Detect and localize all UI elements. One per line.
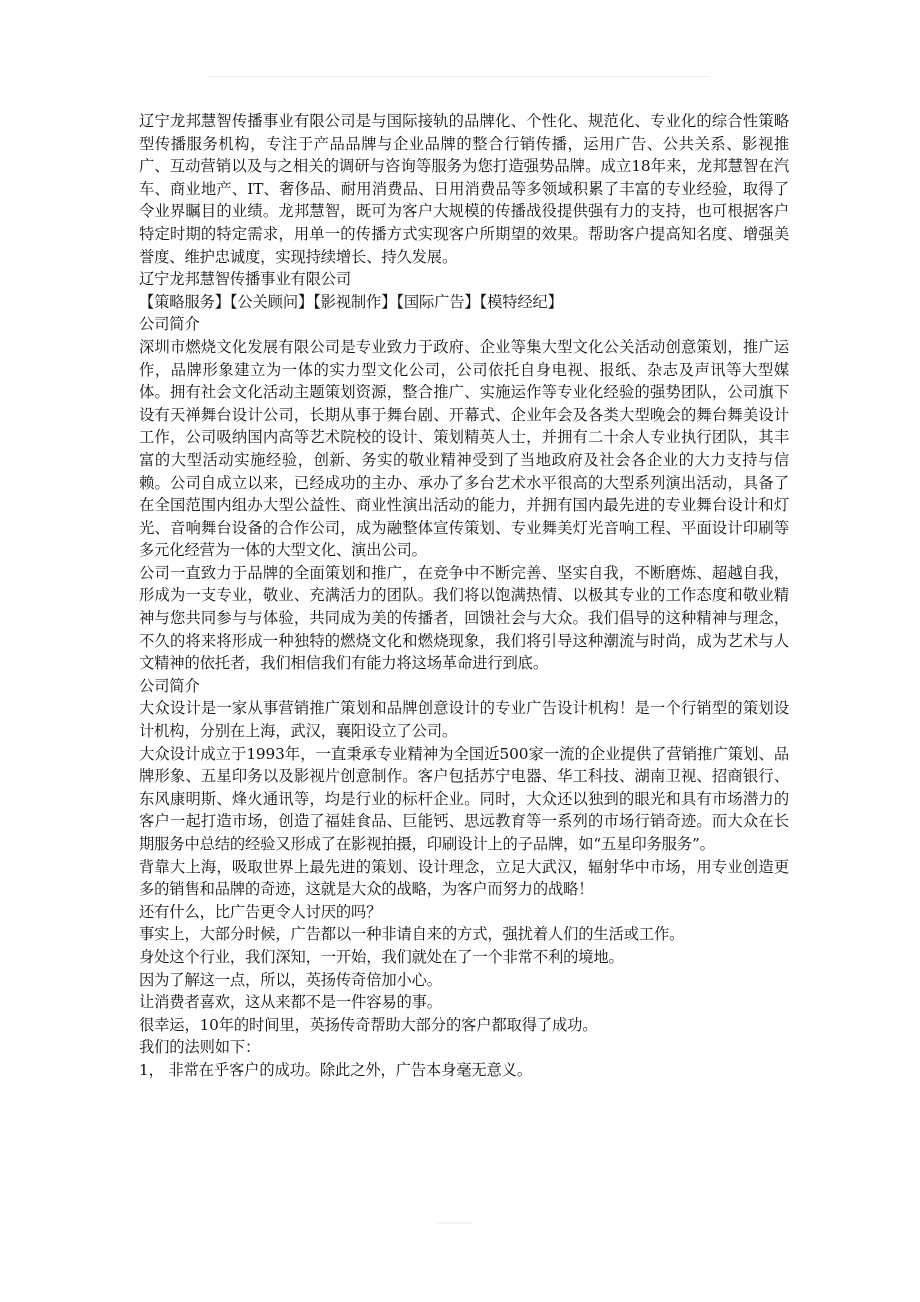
paragraph-ad-fact: 事实上，大部分时候，广告都以一种非请自来的方式，强扰着人们的生活或工作。 [139,925,685,944]
footer-mark [436,1222,472,1224]
header-rule [208,76,710,77]
paragraph-success: 很幸运，10年的时间里，英扬传奇帮助大部分的客户都取得了成功。 [139,1015,598,1034]
paragraph-dazhong-history: 大众设计成立于1993年，一直秉承专业精神为全国近500家一流的企业提供了营销推广策划、品牌形象、五星印务以及影视片创意制作。客户包括苏宁电器、华工科技、湖南卫视、招商银行、东风康明斯、烽火通讯等，均是行业的标杆企业。同时，大众还以独到的眼光和具有市场潜力的客户一起打造市场，创造了福娃食品、巨能钙、思远教育等一系列的市场行销奇迹。而大众在长期服务中总结的经验又形成了在影视拍摄，印刷设计上的子品牌，如“五星印务服务”。 [139,744,789,853]
heading-company-intro-1: 公司简介 [139,315,200,334]
paragraph-ranshao-brand: 公司一直致力于品牌的全面策划和推广，在竞争中不断完善、坚实自我，不断磨炼、超越自我，形成为一支专业，敬业、充满活力的团队。我们将以饱满热情、以极其专业的工作态度和敬业精神与您共同参与与体验，共同成为美的传播者，回馈社会与大众。我们倡导的这种精神与理念，不久的将来将形成一种独特的燃烧文化和燃烧现象，我们将引导这种潮流与时尚，成为艺术与人文精神的依托者，我们相信我们有能力将这场革命进行到底。 [139,563,789,673]
paragraph-consumer: 让消费者喜欢，这从来都不是一件容易的事。 [139,993,442,1012]
paragraph-ad-question: 还有什么，比广告更令人讨厌的吗？ [139,902,382,921]
heading-company-intro-2: 公司简介 [139,676,200,695]
document-body [139,110,789,1082]
paragraph-ranshao-intro: 深圳市燃烧文化发展有限公司是专业致力于政府、企业等集大型文化公关活动创意策划，推广运作，品牌形象建立为一体的实力型文化公司，公司依托自身电视、报纸、杂志及声讯等大型媒体。拥有社会文化活动主题策划资源，整合推广、实施运作等专业化经验的强势团队，公司旗下设有天禅舞台设计公司，长期从事于舞台剧、开幕式、企业年会及各类大型晚会的舞台舞美设计工作，公司吸纳国内高等艺术院校的设计、策划精英人士，并拥有二十余人专业执行团队，其丰富的大型活动实施经验，创新、务实的敬业精神受到了当地政府及社会各企业的大力支持与信赖。公司自成立以来，已经成功的主办、承办了多台艺术水平很高的大型系列演出活动，具备了在全国范围内组办大型公益性、商业性演出活动的能力，并拥有国内最先进的专业舞台设计和灯光、音响舞台设备的合作公司，成为融整体宣传策划、专业舞美灯光音响工程、平面设计印刷等多元化经营为一体的大型文化、演出公司。 [139,337,789,560]
paragraph-longbang-name: 辽宁龙邦慧智传播事业有限公司 [139,270,352,289]
paragraph-dazhong-strategy: 背靠大上海，吸取世界上最先进的策划、设计理念，立足大武汉，辐射华中市场，用专业创造更多的销售和品牌的奇迹，这就是大众的战略，为客户而努力的战略！ [139,857,789,899]
paragraph-longbang-intro: 辽宁龙邦慧智传播事业有限公司是与国际接轨的品牌化、个性化、规范化、专业化的综合性策略型传播服务机构，专注于产品品牌与企业品牌的整合行销传播，运用广告、公共关系、影视推广、互动营销以及与之相关的调研与咨询等服务为您打造强势品牌。成立18年来，龙邦慧智在汽车、商业地产、IT、奢侈品、耐用消费品、日用消费品等多领域积累了丰富的专业经验，取得了令业界瞩目的业绩。龙邦慧智，既可为客户大规模的传播战役提供强有力的支持，也可根据客户特定时期的特定需求，用单一的传播方式实现客户所期望的效果。帮助客户提高知名度、增强美誉度、维护忠诚度，实现持续增长、持久发展。 [139,112,789,266]
paragraph-dazhong-intro: 大众设计是一家从事营销推广策划和品牌创意设计的专业广告设计机构！是一个行销型的策划设计机构，分别在上海，武汉，襄阳设立了公司。 [139,699,789,741]
paragraph-rule-1: 1， 非常在乎客户的成功。除此之外，广告本身毫无意义。 [139,1060,532,1079]
paragraph-careful: 因为了解这一点，所以，英扬传奇倍加小心。 [139,970,442,989]
paragraph-rules-heading: 我们的法则如下： [139,1038,261,1057]
paragraph-service-list: 【策略服务】【公关顾问】【影视制作】【国际广告】【模特经纪】 [139,292,563,311]
paragraph-industry: 身处这个行业，我们深知，一开始，我们就处在了一个非常不利的境地。 [139,947,624,966]
